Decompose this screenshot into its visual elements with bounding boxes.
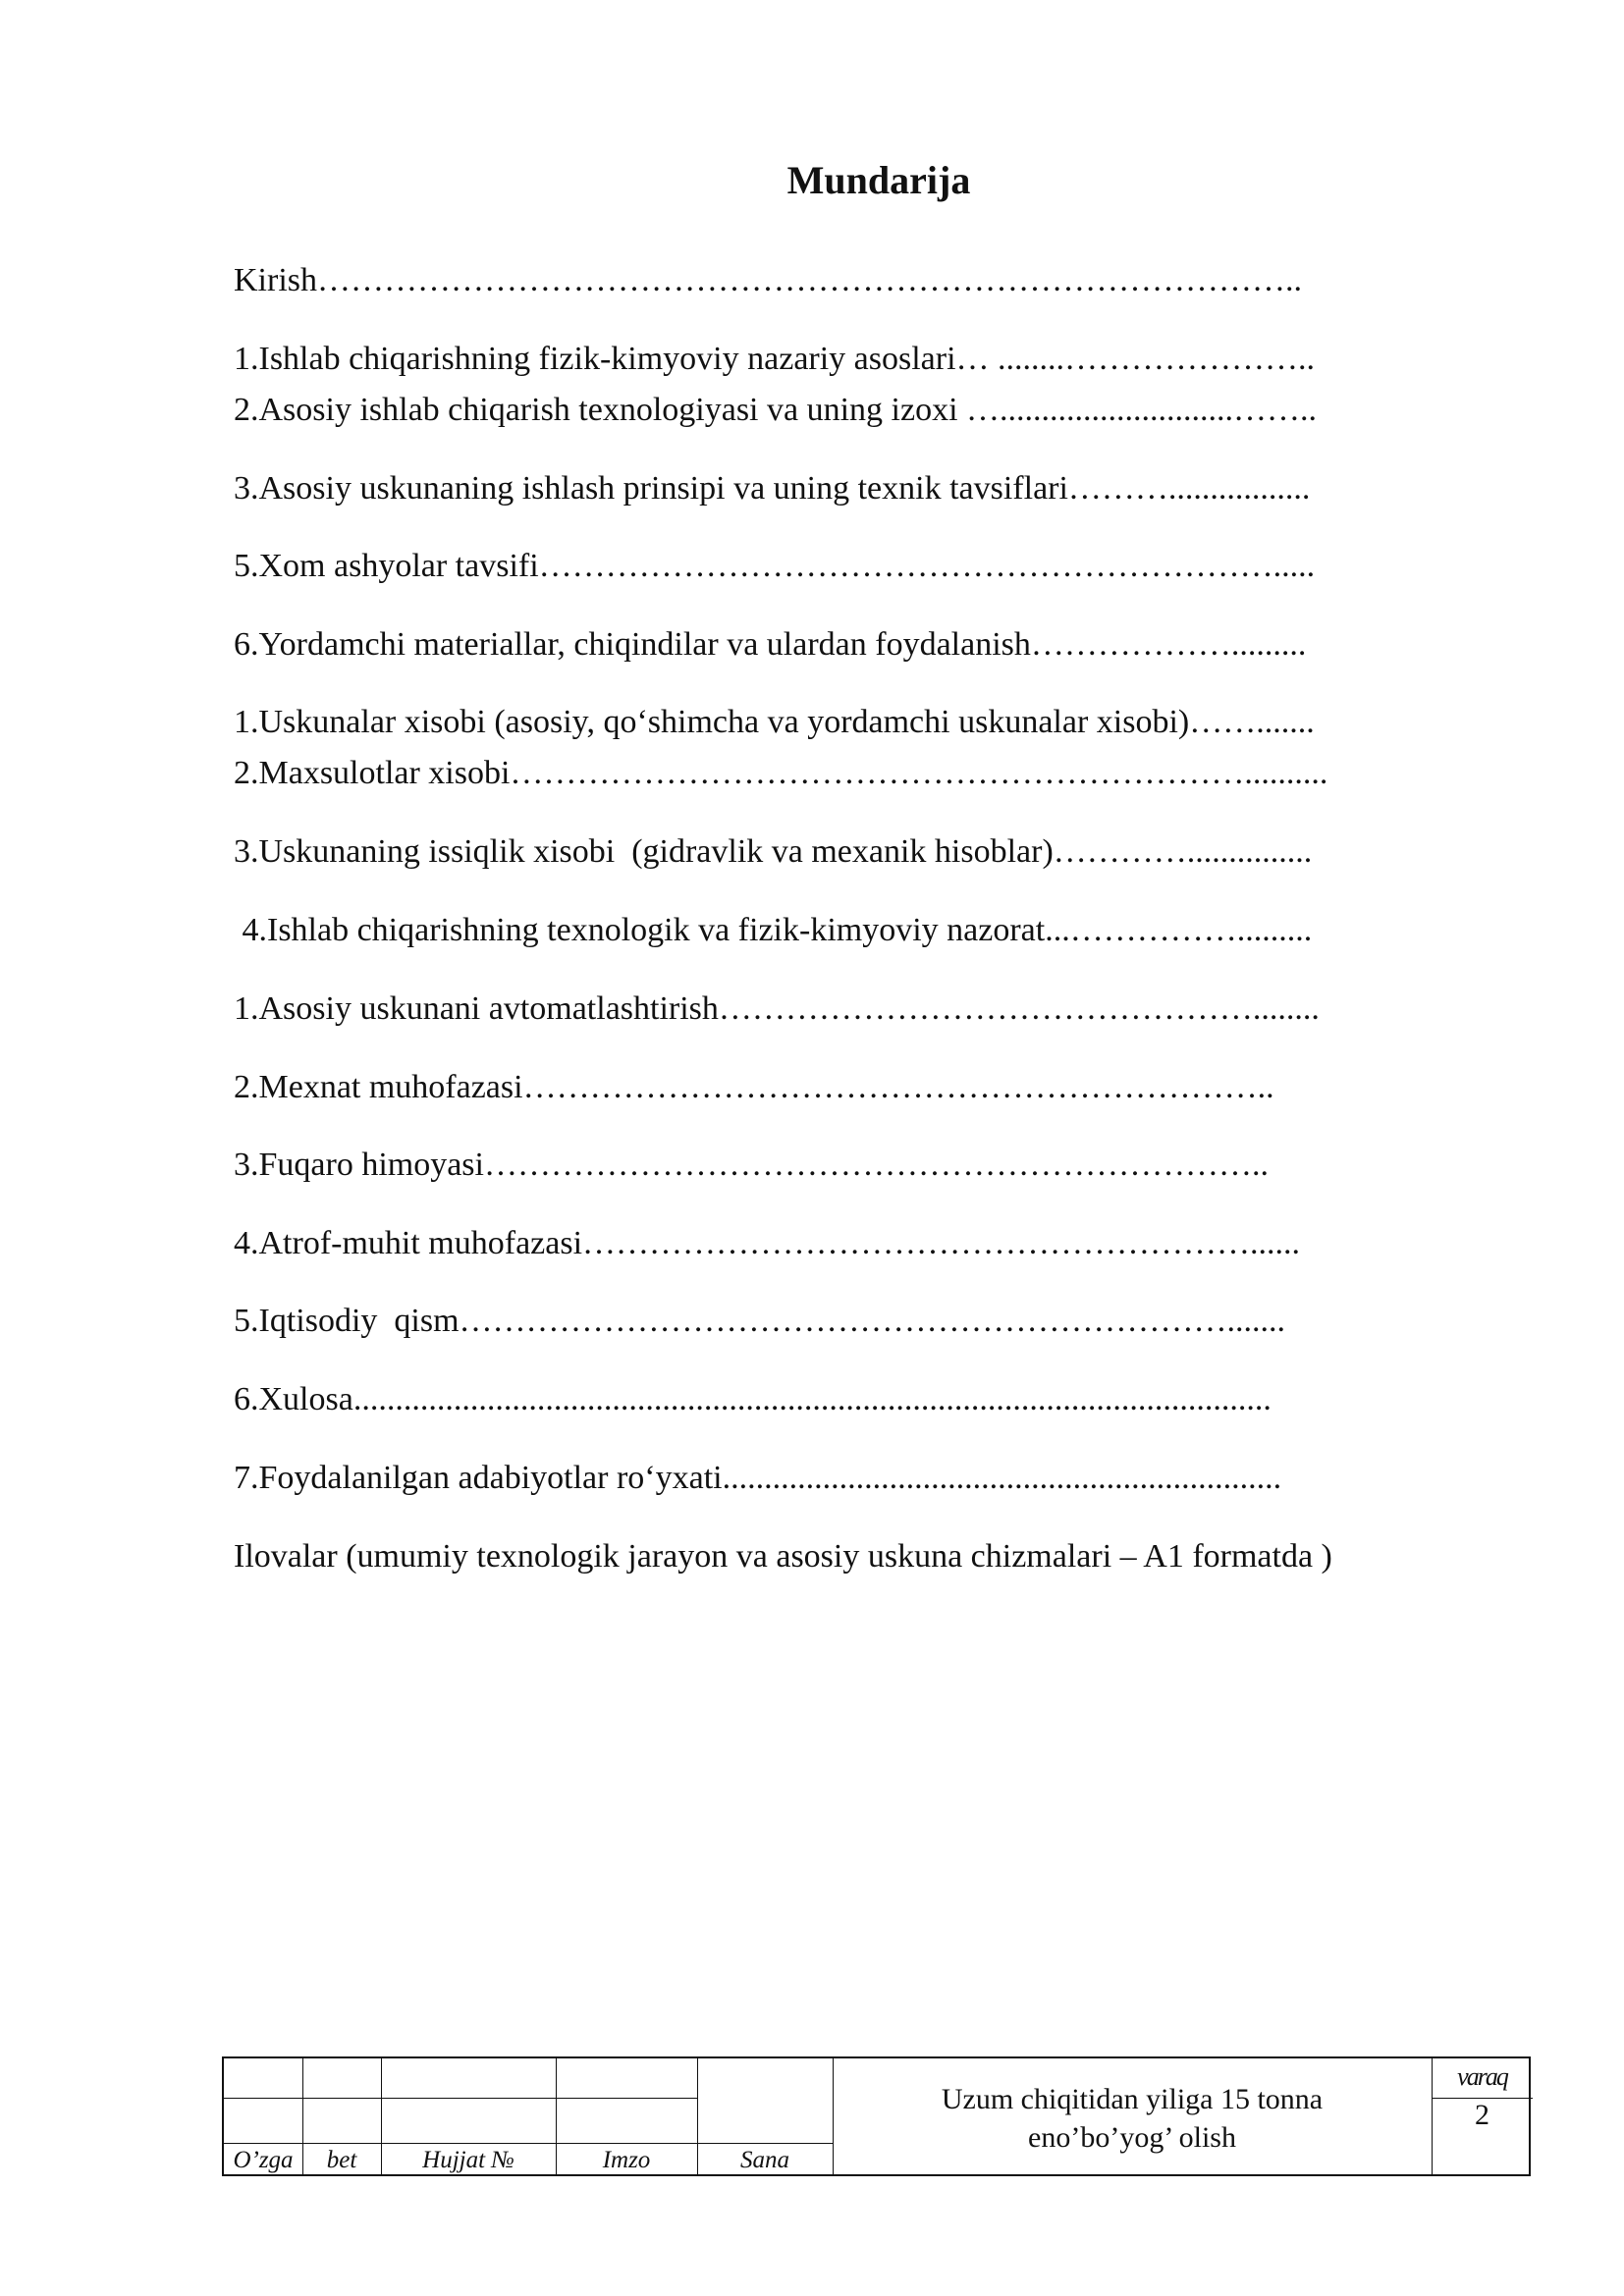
stamp-sheet-label: varaq xyxy=(1457,2062,1507,2091)
toc-entry-introduction: Kirish…………………………………………………………………………….. xyxy=(234,262,1302,298)
toc-entry-appendices: Ilovalar (umumiy texnologik jarayon va asosiy uskuna chizmalari – A1 formatda ) xyxy=(234,1538,1332,1575)
toc-entry: 1.Ishlab chiqarishning fizik-kimyoviy nazariy asoslari… ........………………….. xyxy=(234,341,1316,377)
toc-entry: 5.Iqtisodiy qism……………………………………………………………....... xyxy=(234,1303,1286,1339)
stamp-label-document-number: Hujjat № xyxy=(422,2147,514,2173)
toc-entry: 6.Yordamchi materiallar, chiqindilar va ulardan foydalanish………………......... xyxy=(234,626,1307,663)
toc-entry: 3.Asosiy uskunaning ishlash prinsipi va uning texnik tavsiflari………................. xyxy=(234,470,1311,507)
toc-entry: 4.Atrof-muhit muhofazasi……………………………………………………...... xyxy=(234,1225,1301,1261)
stamp-label-signature: Imzo xyxy=(602,2147,651,2173)
stamp-row-line xyxy=(224,2143,833,2144)
toc-entry: 2.Mexnat muhofazasi………………………………………………………….. xyxy=(234,1069,1274,1105)
toc-entry: 6.Xulosa.............................................................................................................. xyxy=(234,1381,1272,1417)
toc-entry: 2.Maxsulotlar xisobi………………………………………………………….......... xyxy=(234,755,1328,791)
title-block-stamp xyxy=(222,2056,1531,2176)
stamp-label-ozga: O’zga xyxy=(233,2147,294,2173)
stamp-document-title-line: eno’bo’yog’ olish xyxy=(1028,2121,1236,2154)
stamp-sheet-number: 2 xyxy=(1475,2099,1489,2131)
stamp-label-date: Sana xyxy=(740,2147,789,2173)
stamp-row-line xyxy=(224,2098,697,2099)
toc-entry: 4.Ishlab chiqarishning texnologik va fizik-kimyoviy nazorat...……………......... xyxy=(234,912,1313,948)
toc-entry: 2.Asosiy ishlab chiqarish texnologiyasi va uning izoxi …............................…….. xyxy=(234,392,1318,428)
stamp-document-title xyxy=(833,2080,1432,2157)
toc-entry: 7.Foydalanilgan adabiyotlar ro‘yxati................................................................... xyxy=(234,1460,1282,1496)
toc-entry: 1.Uskunalar xisobi (asosiy, qo‘shimcha va yordamchi uskunalar xisobi)……....... xyxy=(234,704,1315,740)
toc-entry: 3.Uskunaning issiqlik xisobi (gidravlik va mexanik hisoblar)…………............... xyxy=(234,833,1313,870)
stamp-document-title-line: Uzum chiqitidan yiliga 15 tonna xyxy=(941,2083,1324,2115)
toc-entry: 1.Asosiy uskunani avtomatlashtirish…………………………………………........ xyxy=(234,990,1320,1027)
stamp-label-bet: bet xyxy=(326,2147,357,2173)
toc-entry: 3.Fuqaro himoyasi…………………………………………………………….. xyxy=(234,1147,1269,1183)
toc-entry: 5.Xom ashyolar tavsifi…………………………………………………………..... xyxy=(234,548,1316,584)
document-title: Mundarija xyxy=(786,158,971,202)
